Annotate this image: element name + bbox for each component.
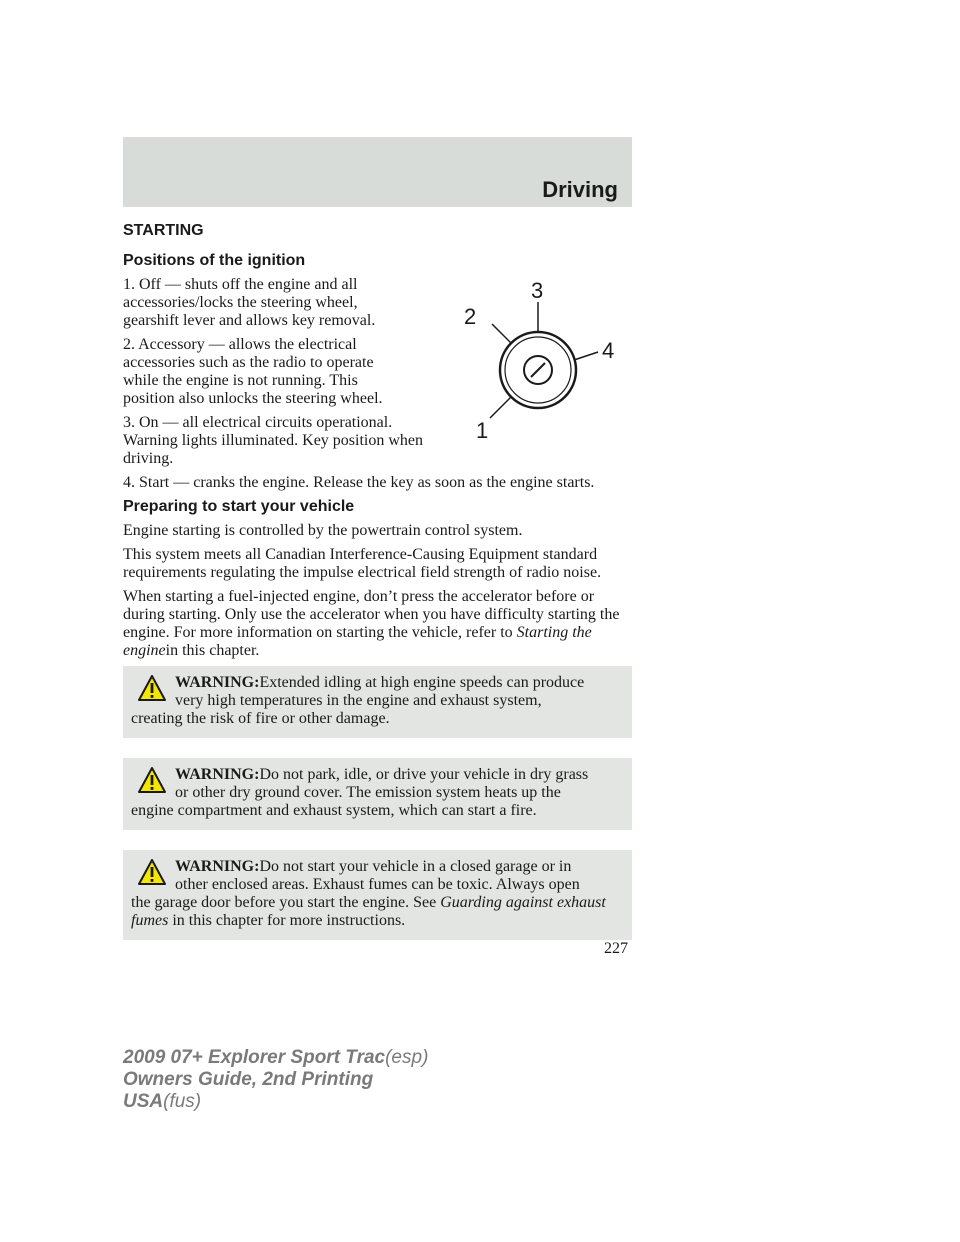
- warning-box: WARNING:Extended idling at high engine speeds can produce very high temperatures in the engine and exhaust system, creating the risk of fire or other damage.: [123, 666, 632, 738]
- position-item: 2. Accessory — allows the electrical accessories such as the radio to operate while the engine is not running. This position also unlocks the steering wheel.: [123, 336, 383, 407]
- ignition-diagram: [438, 280, 638, 450]
- section-header-band: [123, 137, 632, 207]
- position-item: 3. On — all electrical circuits operational. Warning lights illuminated. Key position when driving.: [123, 414, 424, 467]
- warning-label: WARNING:: [175, 766, 260, 783]
- preparing-paragraph: Engine starting is controlled by the powertrain control system.: [123, 522, 523, 539]
- preparing-paragraph: This system meets all Canadian Interference-Causing Equipment standard requirements regulating the impulse electrical field strength of radio noise.: [123, 546, 602, 581]
- positions-heading: Positions of the ignition: [123, 252, 306, 269]
- warning-box: WARNING:Do not start your vehicle in a closed garage or in other enclosed areas. Exhaust fumes can be toxic. Always open the garage door before you start the engine. See Guarding against exhaust fumes in this chapter for more instructions.: [123, 850, 632, 940]
- preparing-heading: Preparing to start your vehicle: [123, 498, 355, 515]
- position-item: 1. Off — shuts off the engine and all accessories/locks the steering wheel, gearshift lever and allows key removal.: [123, 276, 376, 329]
- position-label-1: 1: [476, 418, 489, 443]
- warning-label: WARNING:: [175, 674, 260, 691]
- starting-heading: STARTING: [123, 222, 204, 239]
- page-number: 227: [604, 940, 628, 957]
- cross-reference: Guarding against exhaust fumes: [131, 894, 606, 929]
- position-label-4: 4: [602, 338, 615, 363]
- cross-reference: Starting the engine: [123, 624, 592, 659]
- warning-label: WARNING:: [175, 858, 260, 875]
- preparing-paragraph: When starting a fuel-injected engine, don’t press the accelerator before or during starting. Only use the accelerator when you have difficulty starting the engine. For more information on starting the vehicle, refer to Starting the enginein this chapter.: [123, 588, 620, 659]
- document-footer: 2009 07+ Explorer Sport Trac(esp) Owners Guide, 2nd Printing USA(fus): [123, 1047, 429, 1112]
- warning-triangle-icon: [137, 674, 167, 702]
- page-content: [123, 222, 632, 960]
- position-item: 4. Start — cranks the engine. Release the key as soon as the engine starts.: [123, 474, 595, 491]
- warning-box: WARNING:Do not park, idle, or drive your vehicle in dry grass or other dry ground cover. The emission system heats up the engine compartment and exhaust system, which can start a fire.: [123, 758, 632, 830]
- position-label-3: 3: [531, 280, 544, 303]
- warning-triangle-icon: [137, 766, 167, 794]
- warning-triangle-icon: [137, 858, 167, 886]
- position-label-2: 2: [464, 304, 477, 329]
- section-title: Driving: [542, 177, 618, 202]
